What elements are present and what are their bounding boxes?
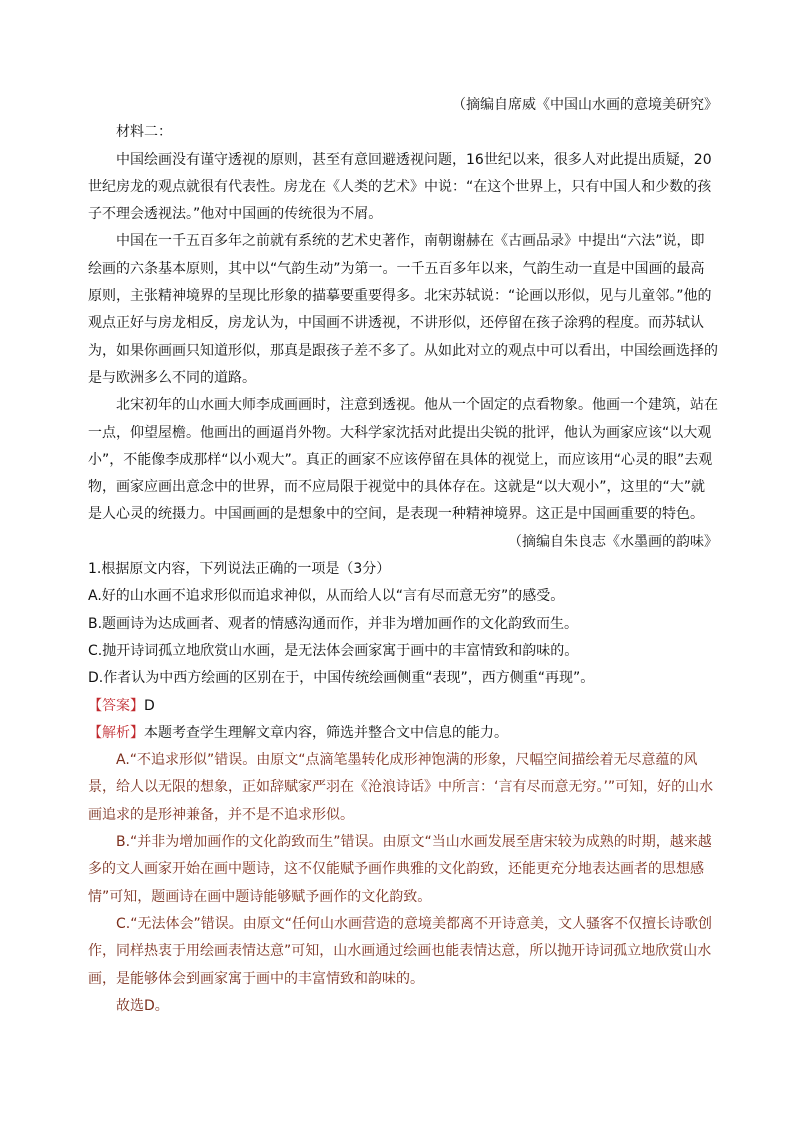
analysis-paragraph: B.“并非为增加画作的文化韵致而生”错误。由原文“当山水画发展至唐宋较为成熟的时期，越来越多的文人画家开始在画中题诗，这不仅能赋予画作典雅的文化韵致，还能更充分地表达画者的思想感情”可知，题画诗在画中题诗能够赋予画作的文化韵致。 [88, 834, 712, 905]
answer-value: D [144, 697, 155, 714]
material-paragraph: 中国在一千五百多年之前就有系统的艺术史著作，南朝谢赫在《古画品录》中提出“六法”说，即绘画的六条基本原则，其中以“气韵生动”为第一。一千五百多年以来，气韵生动一直是中国画的最高原则，主张精神境界的呈现比形象的描摹要重要得多。北宋苏轼说：“论画以形似，见与儿童邻。”他的观点正好与房龙相反，房龙认为，中国画不讲透视，不讲形似，还停留在孩子涂鸦的程度。而苏轼认为，如果你画画只知道形似，那真是跟孩子差不多了。从如此对立的观点中可以看出，中国绘画选择的是与欧洲多么不同的道路。 [88, 233, 718, 386]
material-heading: 材料二： [116, 124, 172, 141]
option-b: B.题画诗为达成画者、观者的情感沟通而作，并非为增加画作的文化韵致而生。 [88, 615, 579, 632]
source-citation-bottom: （摘编自朱良志《水墨画的韵味》 [508, 533, 718, 550]
source-citation-top: （摘编自席威《中国山水画的意境美研究》 [452, 97, 718, 113]
material-paragraph: 中国绘画没有谨守透视的原则，甚至有意回避透视问题，16世纪以来，很多人对此提出质疑，20世纪房龙的观点就很有代表性。房龙在《人类的艺术》中说：“在这个世界上，只有中国人和少数的孩子不理会透视法。”他对中国画的传统很为不屑。 [88, 151, 712, 223]
question-stem: 1.根据原文内容，下列说法正确的一项是（3分） [88, 561, 391, 578]
answer-line [88, 693, 718, 720]
material-paragraph: 北宋初年的山水画大师李成画画时，注意到透视。他从一个固定的点看物象。他画一个建筑，站在一点，仰望屋檐。他画出的画逼肖外物。大科学家沈括对此提出尖锐的批评，他认为画家应该“以大观小”，不能像李成那样“以小观大”。真正的画家不应该停留在具体的视觉上，而应该用“心灵的眼”去观物，画家应画出意念中的世界，而不应局限于视觉中的具体存在。这就是“以大观小”，这里的“大”就是人心灵的统摄力。中国画画的是想象中的空间，是表现一种精神境界。这正是中国画重要的特色。 [88, 397, 718, 523]
answer-label: 【答案】 [88, 697, 144, 714]
option-d: D.作者认为中西方绘画的区别在于，中国传统绘画侧重“表现”，西方侧重“再现”。 [88, 670, 595, 687]
analysis-line [88, 720, 718, 747]
analysis-paragraph: A.“不追求形似”错误。由原文“点滴笔墨转化成形神饱满的形象，尺幅空间描绘着无尽意蕴的风景，给人以无限的想象，正如辞赋家严羽在《沧浪诗话》中所言：‘言有尽而意无穷。’”可知，好的山水画追求的是形神兼备，并不是不追求形似。 [88, 752, 714, 823]
option-a: A.好的山水画不追求形似而追求神似，从而给人以“言有尽而意无穷”的感受。 [88, 588, 565, 605]
document-content [88, 92, 718, 1020]
option-c: C.抛开诗词孤立地欣赏山水画，是无法体会画家寓于画中的丰富情致和韵味的。 [88, 642, 579, 659]
analysis-paragraph: C.“无法体会”错误。由原文“任何山水画营造的意境美都离不开诗意美，文人骚客不仅擅长诗歌创作，同样热衷于用绘画表情达意”可知，山水画通过绘画也能表情达意，所以抛开诗词孤立地欣赏山水画，是能够体会到画家寓于画中的丰富情致和韵味的。 [88, 915, 712, 987]
analysis-conclusion: 故选D。 [116, 997, 169, 1014]
analysis-intro: 本题考查学生理解文章内容，筛选并整合文中信息的能力。 [144, 724, 508, 741]
analysis-label: 【解析】 [88, 724, 144, 741]
